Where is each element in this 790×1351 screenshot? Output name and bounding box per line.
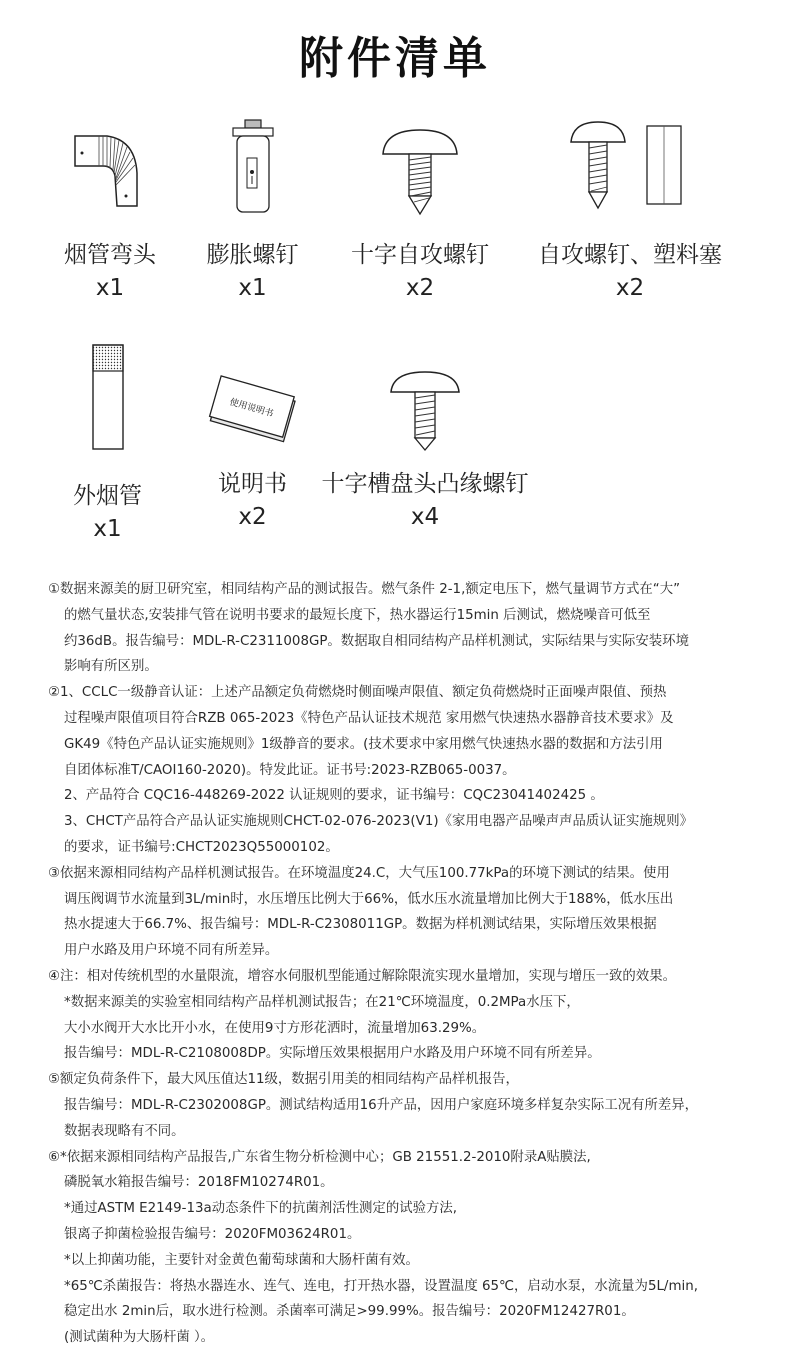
accessory-screw-and-plug bbox=[530, 118, 730, 301]
note-line: (测试菌种为大肠杆菌 ）。 bbox=[64, 1330, 215, 1346]
accessory-manual-book bbox=[195, 368, 310, 530]
footnotes bbox=[48, 577, 758, 1351]
note-line: *通过ASTM E2149-13a动态条件下的抗菌剂活性测定的试验方法, bbox=[64, 1201, 458, 1217]
note-line: 数据表现略有不同。 bbox=[64, 1123, 185, 1139]
note-line: 银离子抑菌检验报告编号：2020FM03624R01。 bbox=[64, 1226, 361, 1242]
note-line: ④注：相对传统机型的水量限流，增容水伺服机型能通过解除限流实现水量增加，实现与增压一致的效果。 bbox=[48, 968, 676, 984]
expansion-bolt-icon bbox=[223, 118, 283, 218]
note-line: 报告编号：MDL-R-C2108008DP。实际增压效果根据用户水路及用户环境不同有所差异。 bbox=[64, 1046, 601, 1062]
note-line: ⑥*依据来源相同结构产品报告,广东省生物分析检测中心；GB 21551.2-2010附录A贴膜法, bbox=[48, 1149, 591, 1165]
manual-cover-text: 使用说明书 bbox=[227, 397, 274, 420]
note-line: 自团体标准T/CAOI160-2020)。特发此证。证书号:2023-RZB065-0037。 bbox=[64, 762, 516, 778]
item-quantity: x2 bbox=[405, 275, 435, 301]
note-line: 的燃气量状态,安装排气管在说明书要求的最短长度下，热水器运行15min 后测试，燃烧噪音可低至 bbox=[64, 607, 651, 623]
note-line: 的要求，证书编号:CHCT2023Q55000102。 bbox=[64, 839, 339, 855]
screw-and-plug-icon bbox=[565, 118, 695, 218]
note-line: 用户水路及用户环境不同有所差异。 bbox=[64, 943, 279, 959]
item-quantity: x1 bbox=[238, 275, 267, 301]
item-name: 说明书 bbox=[218, 471, 287, 497]
self-tapping-screw-icon bbox=[375, 118, 465, 218]
note-line: 影响有所区别。 bbox=[64, 659, 158, 675]
note-line: 热水提速大于66.7%、报告编号：MDL-R-C2308011GP。数据为样机测试结果，实际增压效果根据 bbox=[64, 917, 657, 933]
note-line: 3、CHCT产品符合产品认证实施规则CHCT-02-076-2023(V1)《家用电器产品噪声声品质认证实施规则》 bbox=[64, 814, 693, 830]
note-line: *数据来源美的实验室相同结构产品样机测试报告；在21℃环境温度，0.2MPa水压下， bbox=[64, 994, 580, 1010]
note-line: ⑤额定负荷条件下，最大风压值达11级，数据引用美的相同结构产品样机报告， bbox=[48, 1072, 519, 1088]
note-line: ②1、CCLC一级静音认证：上述产品额定负荷燃烧时侧面噪声限值、额定负荷燃烧时正面噪声限值、预热 bbox=[48, 685, 667, 701]
note-line: 2、产品符合 CQC16-448269-2022 认证规则的要求，证书编号：CQC23041402425 。 bbox=[64, 788, 604, 804]
note-line: 报告编号：MDL-R-C2302008GP。测试结构适用16升产品，因用户家庭环境多样复杂实际工况有所差异， bbox=[64, 1097, 699, 1113]
item-quantity: x1 bbox=[95, 275, 125, 301]
note-line: 稳定出水 2min后，取水进行检测。杀菌率可满足>99.99%。报告编号：2020FM12427R01。 bbox=[64, 1304, 635, 1320]
note-line: *以上抑菌功能，主要针对金黄色葡萄球菌和大肠杆菌有效。 bbox=[64, 1252, 419, 1268]
accessory-flange-screw bbox=[310, 368, 540, 530]
item-quantity: x2 bbox=[615, 275, 645, 301]
accessory-outer-flue-pipe bbox=[50, 343, 165, 542]
item-name: 膨胀螺钉 bbox=[206, 242, 299, 268]
note-line: *65℃杀菌报告：将热水器连水、连气、连电，打开热水器，设置温度 65℃，启动水泵，水流量为5L/min, bbox=[64, 1278, 698, 1294]
page-title: 附件清单 bbox=[299, 33, 491, 84]
note-line: 约36dB。报告编号：MDL-R-C2311008GP。数据取自相同结构产品样机测试，实际结果与实际安装环境 bbox=[64, 633, 689, 649]
note-line: 调压阀调节水流量到3L/min时，水压增压比例大于66%，低水压水流量增加比例大于188%，低水压出 bbox=[64, 891, 674, 907]
item-name: 自攻螺钉、塑料塞 bbox=[538, 242, 722, 268]
item-name: 外烟管 bbox=[73, 483, 142, 509]
elbow-pipe-icon bbox=[55, 118, 165, 218]
outer-flue-pipe-icon bbox=[83, 343, 133, 453]
manual-book-icon bbox=[203, 368, 303, 453]
item-quantity: x2 bbox=[238, 504, 267, 530]
item-name: 烟管弯头 bbox=[64, 242, 156, 268]
accessory-self-tapping-screw bbox=[335, 118, 505, 301]
flange-screw-icon bbox=[385, 368, 465, 453]
item-quantity: x4 bbox=[410, 504, 440, 530]
accessory-expansion-bolt bbox=[195, 118, 310, 301]
note-line: 磷脱氧水箱报告编号：2018FM10274R01。 bbox=[64, 1175, 334, 1191]
note-line: ①数据来源美的厨卫研究室，相同结构产品的测试报告。燃气条件 2-1,额定电压下，燃气量调节方式在“大” bbox=[48, 582, 681, 597]
note-line: 大小水阀开大水比开小水，在使用9寸方形花洒时，流量增加63.29%。 bbox=[64, 1020, 486, 1036]
item-name: 十字自攻螺钉 bbox=[351, 242, 489, 268]
note-line: ③依据来源相同结构产品样机测试报告。在环境温度24.C，大气压100.77kPa的环境下测试的结果。使用 bbox=[48, 865, 670, 881]
item-quantity: x1 bbox=[93, 516, 122, 542]
accessory-elbow-pipe bbox=[45, 118, 175, 301]
note-line: 过程噪声限值项目符合RZB 065-2023《特色产品认证技术规范 家用燃气快速热水器静音技术要求》及 bbox=[64, 710, 674, 726]
item-name: 十字槽盘头凸缘螺钉 bbox=[321, 471, 529, 497]
note-line: GK49《特色产品认证实施规则》1级静音的要求。(技术要求中家用燃气快速热水器的数据和方法引用 bbox=[64, 736, 663, 752]
